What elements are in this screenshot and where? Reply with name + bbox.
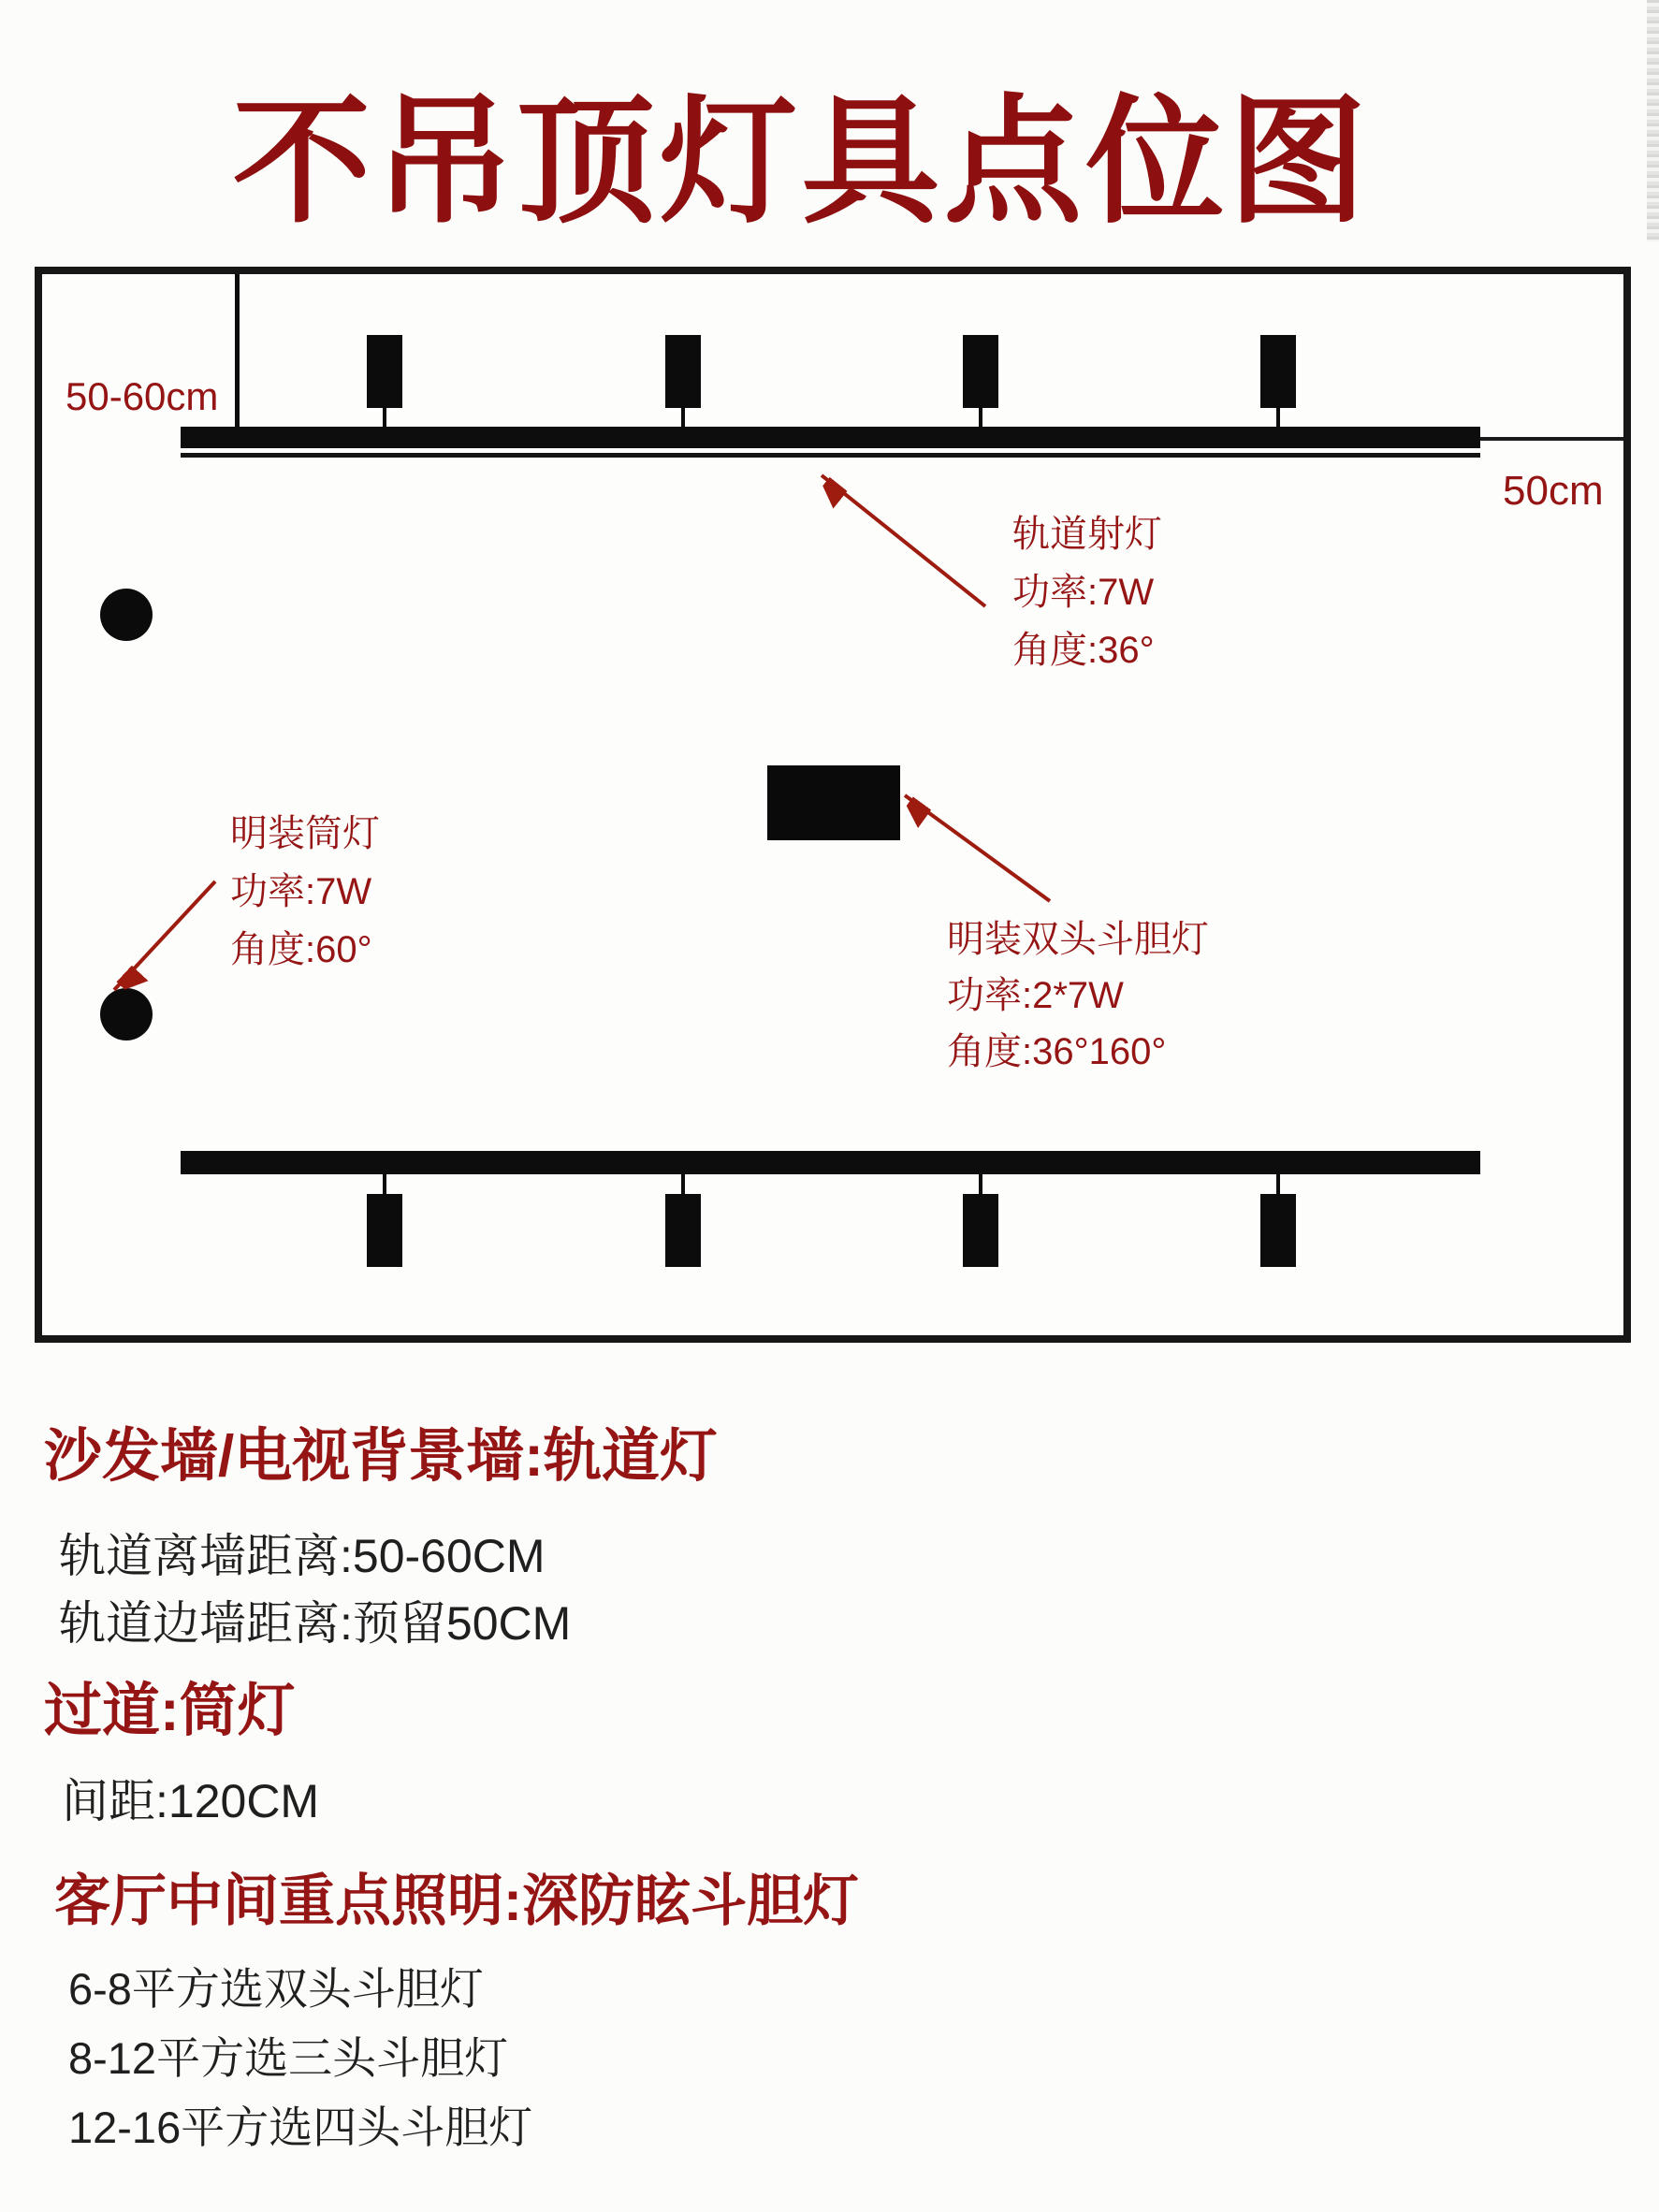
section-track-line: 轨道边墙距离:预留50CM <box>59 1597 572 1650</box>
track-spotlight <box>1260 335 1296 408</box>
spotlight-stem <box>1276 408 1280 428</box>
track-spotlight <box>963 335 998 408</box>
wall-offset-label: 50-60cm <box>65 374 219 418</box>
annotation-line: 明装双头斗胆灯 <box>947 919 1209 960</box>
track-spotlight <box>367 1194 402 1267</box>
track-spotlight <box>1260 1194 1296 1267</box>
double-head-lamp-annotation <box>947 911 1209 1080</box>
track-spotlight <box>665 1194 701 1267</box>
photo-noise-strip <box>1647 0 1659 241</box>
annotation-line: 轨道射灯 <box>1012 514 1162 555</box>
surface-downlight-annotation <box>230 805 380 979</box>
spotlight-stem <box>979 408 982 428</box>
double-head-lamp-rect <box>767 765 900 840</box>
track-spotlight-annotation <box>1012 505 1162 679</box>
side-reserve-label: 50cm <box>1503 468 1604 514</box>
side-reserve-dimension-line <box>1480 437 1623 441</box>
section-living-line: 6-8平方选双头斗胆灯 <box>68 1964 484 2014</box>
wall-offset-separator-line <box>235 274 240 430</box>
surface-downlight-dot <box>100 589 153 641</box>
section-aisle-heading: 过道:筒灯 <box>44 1679 296 1743</box>
annotation-line: 功率:7W <box>1012 572 1155 613</box>
section-living-line: 8-12平方选三头斗胆灯 <box>68 2033 509 2083</box>
annotation-line: 角度:36°160° <box>947 1031 1167 1072</box>
section-living-line: 12-16平方选四头斗胆灯 <box>68 2103 533 2152</box>
spotlight-stem <box>979 1174 982 1194</box>
spotlight-stem <box>681 408 685 428</box>
page-title: 不吊顶灯具点位图 <box>232 85 1371 240</box>
annotation-line: 功率:7W <box>230 871 372 912</box>
spotlight-stem <box>681 1174 685 1194</box>
track-spotlight <box>963 1194 998 1267</box>
top-track-rail-line <box>181 453 1480 458</box>
section-track-heading: 沙发墙/电视背景墙:轨道灯 <box>44 1424 718 1489</box>
track-spotlight <box>665 335 701 408</box>
spotlight-stem <box>1276 1174 1280 1194</box>
annotation-line: 角度:60° <box>230 929 372 970</box>
annotation-line: 明装筒灯 <box>230 813 380 854</box>
annotation-line: 功率:2*7W <box>947 975 1124 1016</box>
surface-downlight-dot <box>100 988 153 1041</box>
spotlight-stem <box>383 408 386 428</box>
section-aisle-line: 间距:120CM <box>62 1775 320 1827</box>
top-track-bar <box>181 427 1480 448</box>
spotlight-stem <box>383 1174 386 1194</box>
track-spotlight <box>367 335 402 408</box>
annotation-line: 角度:36° <box>1012 630 1155 671</box>
section-track-line: 轨道离墙距离:50-60CM <box>59 1530 546 1582</box>
section-living-heading: 客厅中间重点照明:深防眩斗胆灯 <box>54 1870 859 1932</box>
bottom-track-bar <box>181 1151 1480 1174</box>
